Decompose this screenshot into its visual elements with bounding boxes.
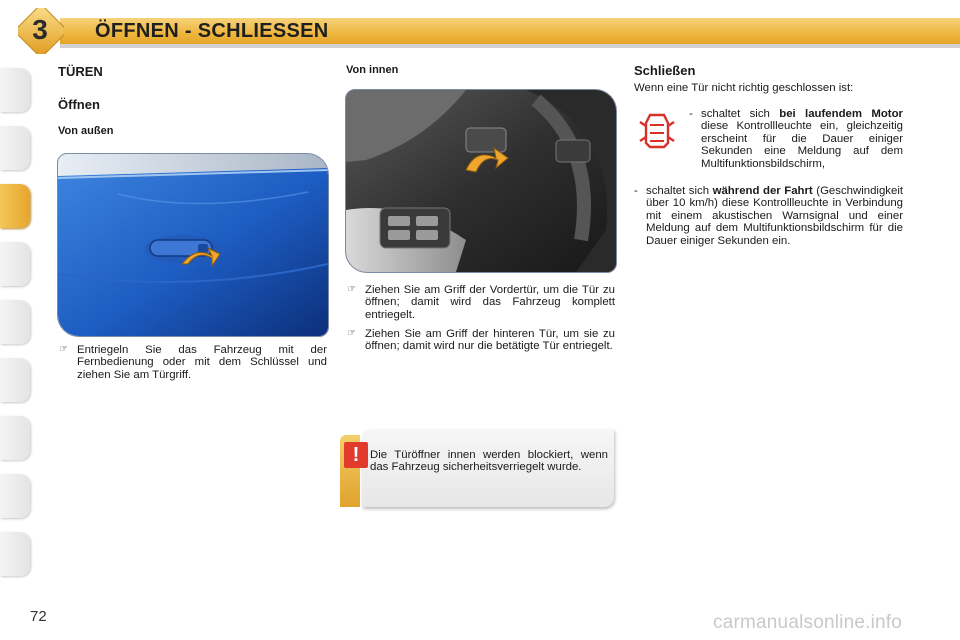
item-prefix: schaltet sich [701,108,770,120]
header-band-shadow [60,44,960,48]
door-open-warning-light-icon [638,111,676,151]
car-interior-illustration [346,90,616,272]
bullet-text: Ziehen Sie am Griff der hinteren Tür, um sie zu öffnen; damit wird nur die betätigte Tür entriegelt. [365,328,615,353]
list-item [59,344,327,384]
pointing-hand-icon: ☞ [59,344,68,355]
dash-mark: - [689,108,693,120]
chapter-tab-5[interactable] [0,300,30,344]
chapter-tab-1[interactable] [0,68,30,112]
item-prefix: schaltet sich [646,185,710,197]
car-exterior-illustration [58,154,328,336]
subheading-inside: Von innen [346,64,399,76]
closing-item-engine-running [701,108,903,170]
page-number: 72 [30,608,47,625]
chapter-tab-2[interactable] [0,126,30,170]
page-title: ÖFFNEN - SCHLIESSEN [95,20,329,42]
section-title: TÜREN [58,64,103,79]
warning-text: Die Türöffner innen werden blockiert, wenn das Fahrzeug sicherheitsverriegelt wurde. [370,449,608,474]
chapter-tab-9[interactable] [0,532,30,576]
list-item [689,108,903,184]
bullet-text: Ziehen Sie am Griff der Vordertür, um die Tür zu öffnen; damit wird das Fahrzeug komplett entriegelt. [365,284,615,321]
closing-intro: Wenn eine Tür nicht richtig geschlossen ist: [634,82,854,94]
bullet-text: Entriegeln Sie das Fahrzeug mit der Fernbedienung oder mit dem Schlüssel und ziehen Sie am Türgriff. [77,344,327,381]
page-header [0,0,960,54]
door-handle-photo [57,153,329,337]
item-rest: (Geschwindigkeit über 10 km/h) diese Kontrollleuchte in Verbindung mit einem akustischen Warnsignal und einer Meldung auf dem Multifunktionsbildschirm für die Dauer einiger Sekunden ein. [646,185,904,247]
watermark: carmanualsonline.info [713,612,903,633]
subheading-outside: Von außen [58,125,114,137]
chapter-tab-7[interactable] [0,416,30,460]
item-rest: diese Kontrollleuchte ein, gleichzeitig erscheint für die Dauer einiger Sekunden eine Meldung auf dem Multifunktionsbildschirm, [701,120,903,170]
chapter-tab-4[interactable] [0,242,30,286]
pointing-hand-icon: ☞ [347,328,356,339]
closing-item-while-driving [646,185,903,247]
chapter-number: 3 [32,14,48,45]
chapter-tab-strip [0,68,32,578]
warning-box [340,425,614,507]
interior-door-handle-photo [345,89,617,273]
pointing-hand-icon: ☞ [347,284,356,295]
chapter-tab-3-active[interactable] [0,184,30,228]
list-item [347,328,615,366]
closing-heading: Schließen [634,63,696,78]
list-item [347,284,615,322]
item-emphasis: während der Fahrt [712,185,813,197]
exclamation-icon: ! [344,442,368,468]
list-item [634,185,903,305]
dash-mark: - [634,185,638,197]
chapter-tab-6[interactable] [0,358,30,402]
chapter-tab-8[interactable] [0,474,30,518]
item-emphasis: bei laufendem Motor [779,108,903,120]
subsection-title: Öffnen [58,97,100,112]
